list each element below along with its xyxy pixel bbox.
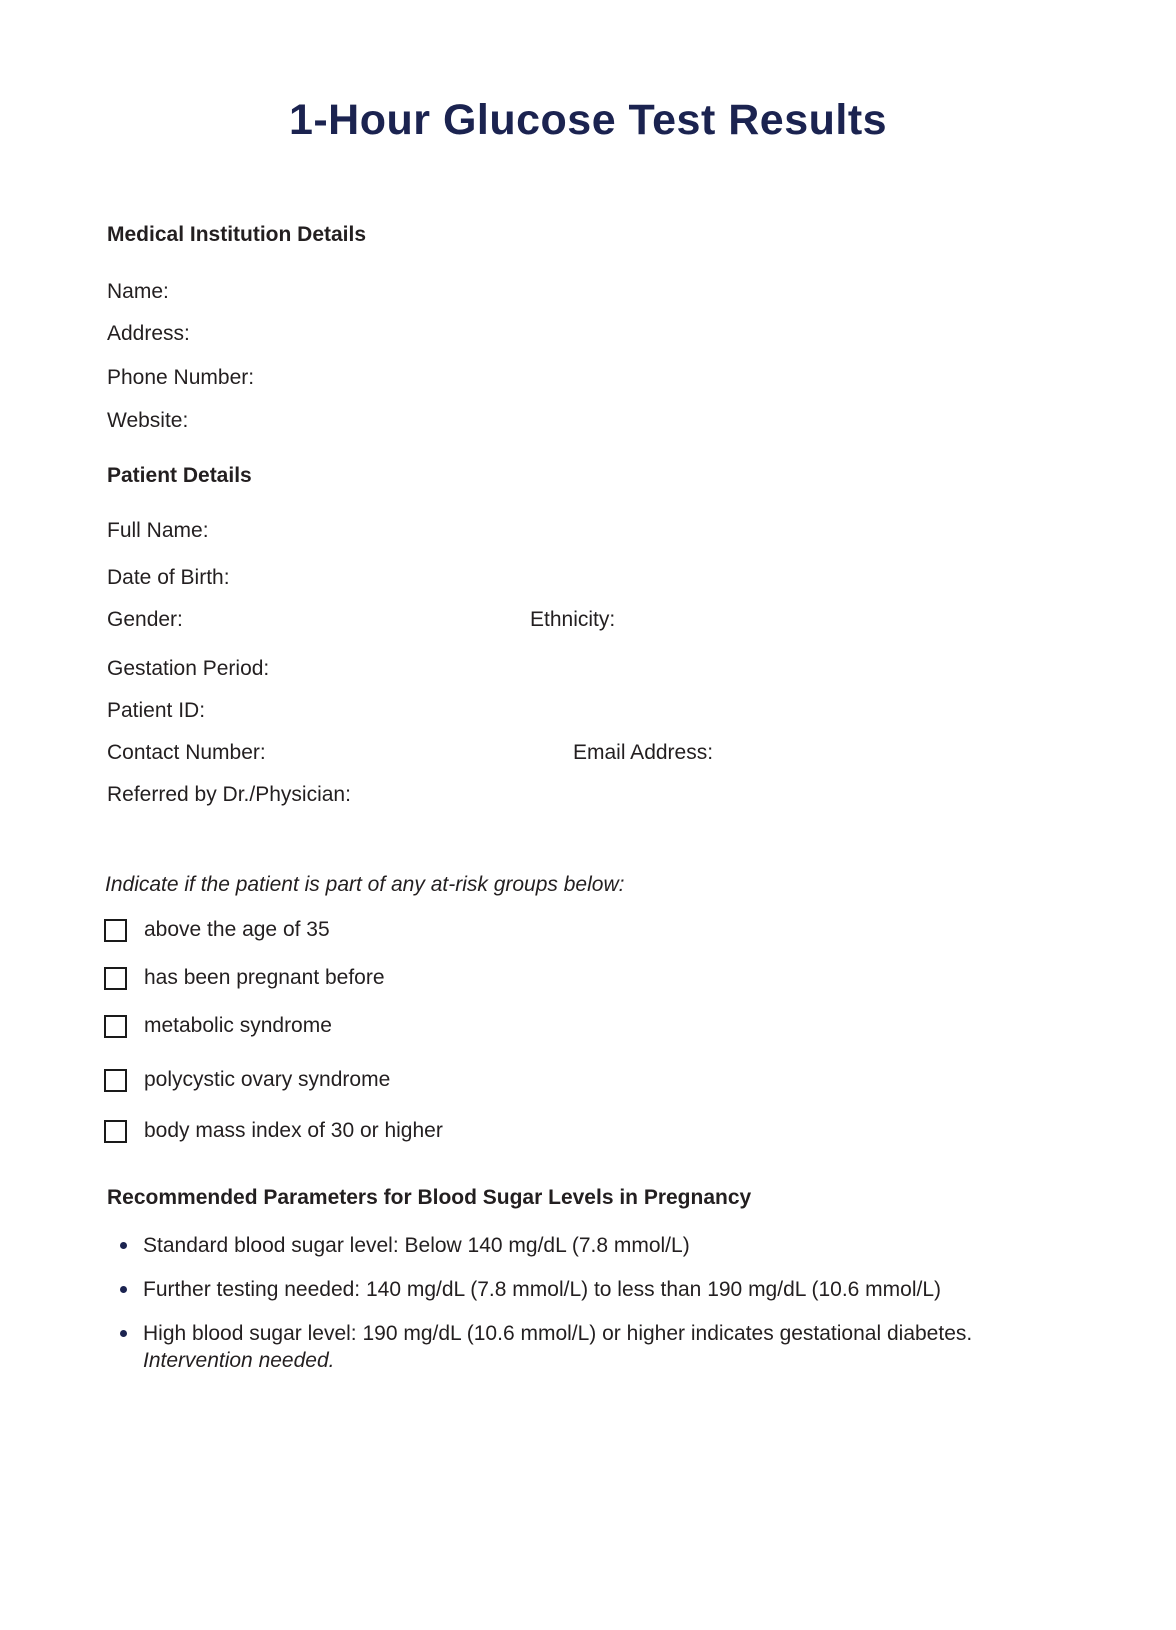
risk-groups-instruction: Indicate if the patient is part of any at-risk groups below: bbox=[105, 873, 625, 896]
bullet-text: Standard blood sugar level: Below 140 mg/dL (7.8 mmol/L) bbox=[143, 1234, 690, 1257]
bullet-text: High blood sugar level: 190 mg/dL (10.6 mmol/L) or higher indicates gestational diabetes. bbox=[143, 1322, 973, 1345]
institution-section-heading: Medical Institution Details bbox=[107, 223, 367, 246]
institution-website-label: Website: bbox=[107, 409, 189, 432]
patient-gestation-label: Gestation Period: bbox=[107, 657, 270, 680]
page-title: 1-Hour Glucose Test Results bbox=[288, 96, 888, 144]
checkbox-bmi-30-higher[interactable] bbox=[104, 1120, 127, 1143]
parameter-bullet-high-level bbox=[112, 1321, 1072, 1375]
risk-option-row bbox=[104, 1014, 332, 1038]
checkbox-label: polycystic ovary syndrome bbox=[144, 1068, 391, 1091]
checkbox-label: above the age of 35 bbox=[144, 918, 330, 941]
parameter-bullet-standard bbox=[112, 1233, 1072, 1260]
patient-id-label: Patient ID: bbox=[107, 699, 206, 722]
risk-option-row bbox=[104, 918, 330, 942]
institution-name-label: Name: bbox=[107, 280, 169, 303]
risk-option-row bbox=[104, 1068, 390, 1092]
checkbox-label: has been pregnant before bbox=[144, 966, 385, 989]
patient-full-name-label: Full Name: bbox=[107, 519, 209, 542]
bullet-dot-icon bbox=[120, 1330, 127, 1337]
intervention-note: Intervention needed. bbox=[143, 1348, 335, 1372]
bullet-dot-icon bbox=[120, 1286, 127, 1293]
patient-email-label: Email Address: bbox=[573, 741, 714, 764]
patient-referred-label: Referred by Dr./Physician: bbox=[107, 783, 351, 806]
institution-phone-label: Phone Number: bbox=[107, 366, 255, 389]
patient-ethnicity-label: Ethnicity: bbox=[530, 608, 616, 631]
checkbox-label: body mass index of 30 or higher bbox=[144, 1119, 443, 1142]
checkbox-polycystic-ovary[interactable] bbox=[104, 1069, 127, 1092]
bullet-text: Further testing needed: 140 mg/dL (7.8 mmol/L) to less than 190 mg/dL (10.6 mmol/L) bbox=[143, 1278, 942, 1301]
risk-option-row bbox=[104, 966, 385, 990]
checkbox-metabolic-syndrome[interactable] bbox=[104, 1015, 127, 1038]
checkbox-label: metabolic syndrome bbox=[144, 1014, 332, 1037]
checkbox-above-age-35[interactable] bbox=[104, 919, 127, 942]
institution-address-label: Address: bbox=[107, 322, 190, 345]
parameter-bullet-further-testing bbox=[112, 1277, 1072, 1304]
patient-dob-label: Date of Birth: bbox=[107, 566, 230, 589]
checkbox-pregnant-before[interactable] bbox=[104, 967, 127, 990]
patient-contact-label: Contact Number: bbox=[107, 741, 266, 764]
patient-gender-label: Gender: bbox=[107, 608, 183, 631]
parameters-section-heading: Recommended Parameters for Blood Sugar Levels in Pregnancy bbox=[107, 1186, 752, 1209]
risk-option-row bbox=[104, 1119, 443, 1143]
patient-section-heading: Patient Details bbox=[107, 464, 252, 487]
bullet-dot-icon bbox=[120, 1242, 127, 1249]
